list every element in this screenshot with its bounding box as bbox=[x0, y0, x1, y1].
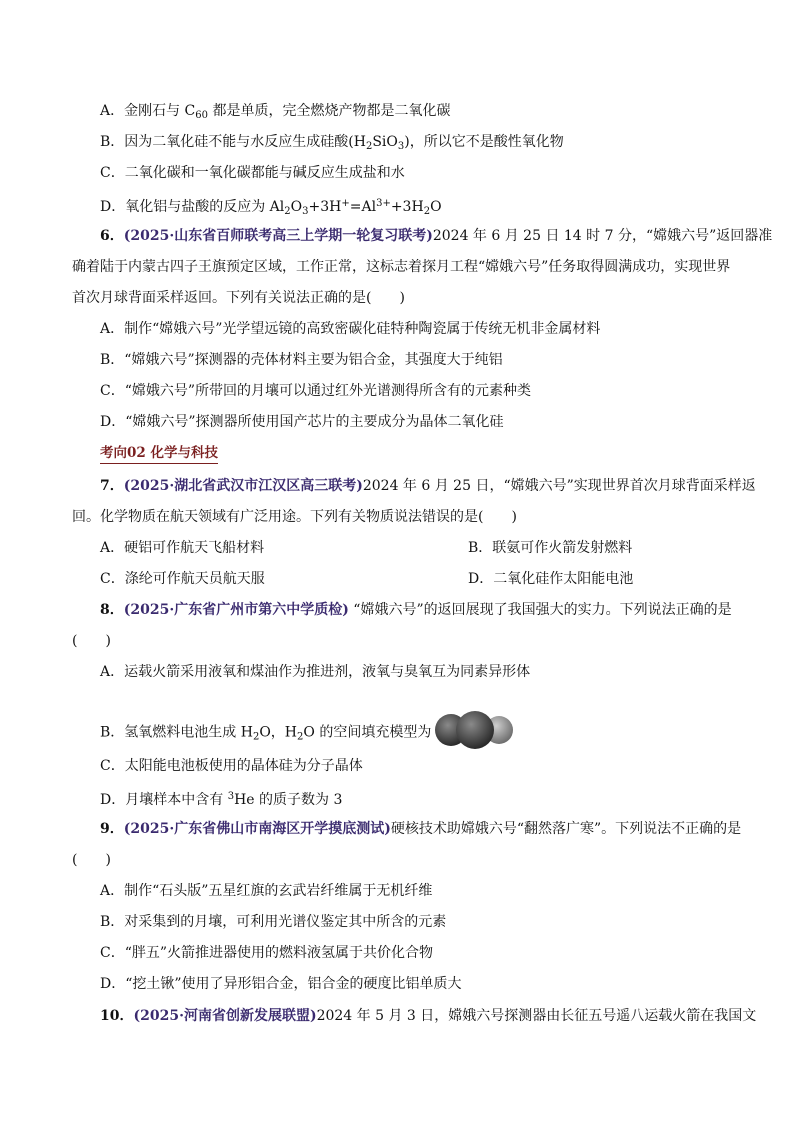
question-text: 2024 年 6 月 25 日，“嫦娥六号”实现世界首次月球背面采样返 bbox=[362, 478, 756, 494]
q9-option-a: A．制作“石头版”五星红旗的玄武岩纤维属于无机纤维 bbox=[100, 883, 433, 899]
question-source: (2025·湖北省武汉市江汉区高三联考) bbox=[123, 478, 363, 494]
q9-option-c: C．“胖五”火箭推进器使用的燃料液氢属于共价化合物 bbox=[100, 945, 434, 961]
question-source: (2025·河南省创新发展联盟) bbox=[133, 1008, 317, 1024]
q6-stem-line-3: 首次月球背面采样返回。下列有关说法正确的是( ) bbox=[72, 290, 405, 306]
q5-option-d: D．氧化铝与盐酸的反应为 $Al_2O_3+3H^+=Al^{3+}+3H_2O$ bbox=[100, 198, 442, 217]
question-number: 10． bbox=[100, 1008, 134, 1024]
q9-option-d: D．“挖土锹”使用了异形铝合金，铝合金的硬度比铝单质大 bbox=[100, 976, 462, 992]
q8-stem-line-2: ( ) bbox=[72, 633, 111, 649]
q7-stem-line-1 bbox=[100, 477, 756, 495]
question-source: (2025·山东省百师联考高三上学期一轮复习联考) bbox=[123, 228, 433, 244]
question-text: 2024 年 6 月 25 日 14 时 7 分，“嫦娥六号”返回器准 bbox=[432, 228, 773, 244]
q7-option-row-1 bbox=[100, 539, 633, 557]
q6-option-c: C．“嫦娥六号”所带回的月壤可以通过红外光谱测得所含有的元素种类 bbox=[100, 383, 532, 399]
q7-option-a: A．硬铝可作航天飞船材料 bbox=[100, 540, 265, 556]
question-number: 8． bbox=[100, 602, 124, 618]
question-number: 7． bbox=[100, 478, 124, 494]
question-number: 6． bbox=[100, 228, 124, 244]
q7-option-d: D．二氧化硅作太阳能电池 bbox=[468, 571, 634, 587]
q6-stem-line-2: 确着陆于内蒙古四子王旗预定区域，工作正常，这标志着探月工程“嫦娥六号”任务取得圆满成功，实现世界 bbox=[72, 259, 731, 275]
q6-option-b: B．“嫦娥六号”探测器的壳体材料主要为铝合金，其强度大于纯铝 bbox=[100, 352, 503, 368]
q7-option-c: C．涤纶可作航天员航天服 bbox=[100, 571, 265, 587]
section-heading: 考向02 化学与科技 bbox=[100, 444, 218, 464]
question-source: (2025·广东省广州市第六中学质检) bbox=[123, 602, 349, 618]
q8-option-d: D．月壤样本中含有 $^3$He 的质子数为 3 bbox=[100, 791, 343, 808]
q8-option-a: A．运载火箭采用液氧和煤油作为推进剂，液氧与臭氧互为同素异形体 bbox=[100, 664, 531, 680]
q6-option-a: A．制作“嫦娥六号”光学望远镜的高致密碳化硅特种陶瓷属于传统无机非金属材料 bbox=[100, 321, 601, 337]
q5-option-a: A．金刚石与 $C_{60}$ 都是单质，完全燃烧产物都是二氧化碳 bbox=[100, 103, 451, 121]
question-source: (2025·广东省佛山市南海区开学摸底测试) bbox=[123, 821, 391, 837]
q6-option-d: D．“嫦娥六号”探测器所使用国产芯片的主要成分为晶体二氧化硅 bbox=[100, 414, 504, 430]
q8-option-c: C．太阳能电池板使用的晶体硅为分子晶体 bbox=[100, 758, 363, 774]
q6-stem-line-1 bbox=[100, 227, 772, 245]
q9-option-b: B．对采集到的月壤，可利用光谱仪鉴定其中所含的元素 bbox=[100, 914, 447, 930]
question-text: “嫦娥六号”的返回展现了我国强大的实力。下列说法正确的是 bbox=[348, 602, 732, 618]
q7-option-row-2 bbox=[100, 570, 634, 588]
q5-option-b: B．因为二氧化硅不能与水反应生成硅酸$(H_2SiO_3)$，所以它不是酸性氧化物 bbox=[100, 134, 564, 152]
water-molecule-model-image bbox=[433, 710, 517, 755]
q7-stem-line-2: 回。化学物质在航天领域有广泛用途。下列有关物质说法错误的是( ) bbox=[72, 509, 517, 525]
question-text: 2024 年 5 月 3 日，嫦娥六号探测器由长征五号遥八运载火箭在我国文 bbox=[316, 1008, 757, 1024]
q10-stem-line-1 bbox=[100, 1007, 756, 1025]
q7-option-b: B．联氨可作火箭发射燃料 bbox=[468, 540, 633, 556]
q9-stem-line-2: ( ) bbox=[72, 852, 111, 868]
question-text: 硬核技术助嫦娥六号“翻然落广寒”。下列说法不正确的是 bbox=[390, 821, 742, 837]
q8-option-b: B．氢氧燃料电池生成 $H_2O$，$H_2O$ 的空间填充模型为 bbox=[100, 710, 517, 755]
q9-stem-line-1 bbox=[100, 820, 741, 838]
q5-option-c: C．二氧化碳和一氧化碳都能与碱反应生成盐和水 bbox=[100, 165, 405, 181]
question-number: 9． bbox=[100, 821, 124, 837]
q8-stem-line-1 bbox=[100, 601, 732, 619]
